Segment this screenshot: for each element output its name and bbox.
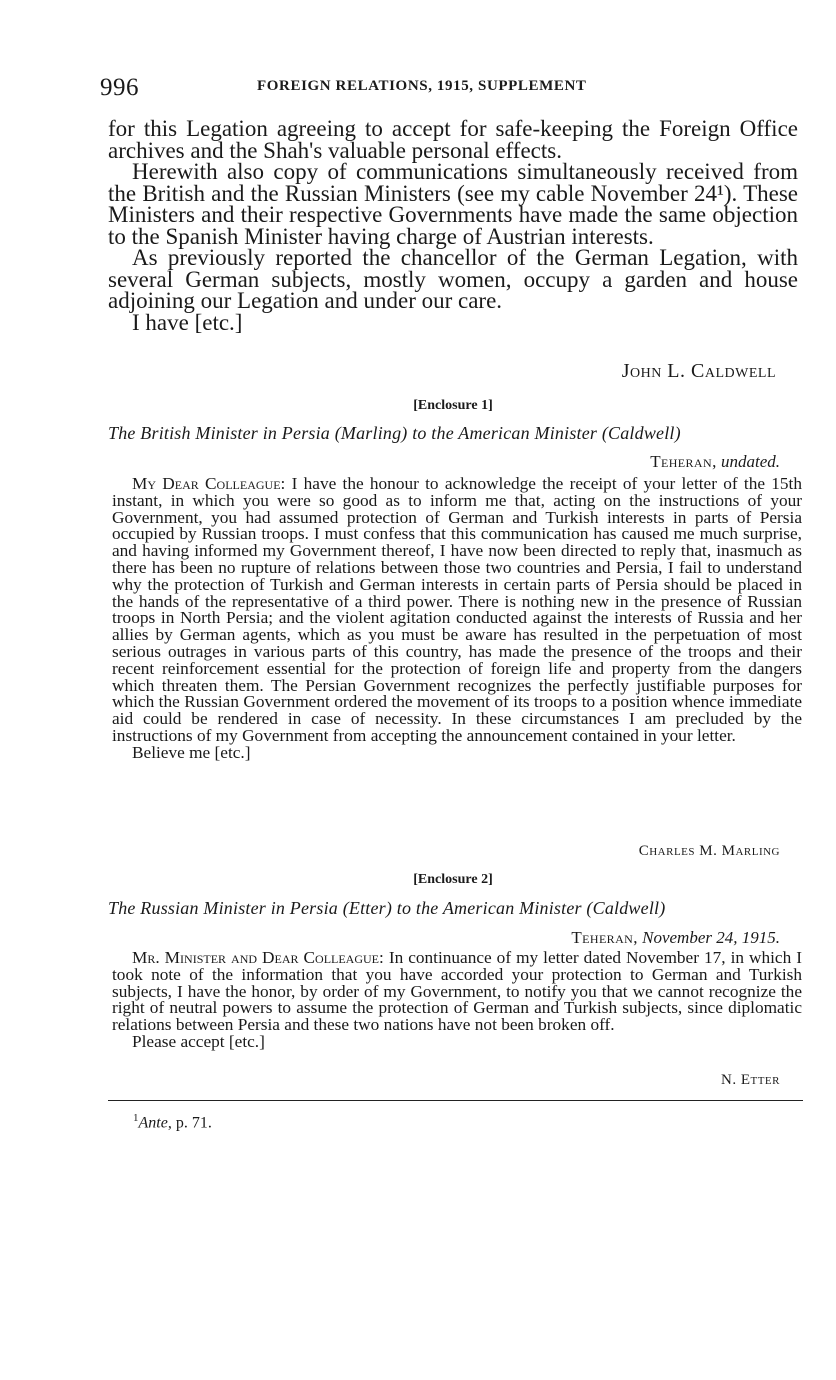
letter-signature: John L. Caldwell (621, 360, 776, 382)
letter-paragraph-1: for this Legation agreeing to accept for safe-keeping the Foreign Office archives and the Shah's valuable personal effects. (108, 116, 798, 163)
enclosure-2-heading: The Russian Minister in Persia (Etter) to the American Minister (Caldwell) (108, 898, 666, 918)
enclosure-1-body (112, 476, 802, 762)
footnote (133, 1112, 212, 1132)
running-head: FOREIGN RELATIONS, 1915, SUPPLEMENT (257, 78, 587, 94)
enclosure-2-text (112, 950, 802, 1034)
enclosure-2-date-value: November 24, 1915. (642, 928, 780, 947)
enclosure-1-signature: Charles M. Marling (638, 843, 780, 859)
letter-paragraph-3: As previously reported the chancellor of the German Legation, with several German subjects, mostly women, occupy a garden and house adjoining our Legation and under our care. (108, 245, 798, 313)
main-letter-body (108, 118, 798, 333)
page-header (100, 74, 700, 108)
enclosure-2-date-place: Teheran, (571, 928, 638, 947)
letter-closing: I have [etc.] (132, 309, 243, 335)
page-number: 996 (100, 74, 139, 101)
enclosure-1-date-value: undated. (720, 452, 780, 471)
enclosure-1-label: [Enclosure 1] (413, 398, 493, 413)
enclosure-1-dateline (650, 452, 780, 472)
footnote-ref-italic: Ante (138, 1114, 168, 1132)
enclosure-2-label: [Enclosure 2] (413, 872, 493, 887)
footnote-divider (108, 1100, 803, 1101)
enclosure-1-heading: The British Minister in Persia (Marling) to the American Minister (Caldwell) (108, 423, 681, 443)
enclosure-2-closing: Please accept [etc.] (132, 1031, 265, 1051)
enclosure-2-body (112, 950, 802, 1051)
enclosure-1-body-text: I have the honour to acknowledge the receipt of your letter of the 15th instant, in which you were so good as to inform me that, acting on the instructions of your Government, you had assumed protection of German and Turkish interests in parts of Persia occupied by Russian troops. I must confess that this communication has caused me much surprise, and having informed my Government thereof, I have now been directed to reply that, inasmuch as there has been no rupture of relations between those two countries and Persia, I fail to understand why the protection of Turkish and German interests in certain parts of Persia should be placed in the hands of the representative of a third power. There is nothing new in the presence of Russian troops in North Persia; and the violent agitation conducted against the interests of Russia and her allies by German agents, which as you must be aware has resulted in the perpetuation of most serious outrages in various parts of this country, has made the presence of the troops and their recent reinforcement essential for the protection of foreign life and property from the dangers which threaten them. The Persian Government recognizes the perfectly justifiable purposes for which the Russian Government ordered the movement of its troops to a position whence immediate aid could be rendered in case of necessity. In these circumstances I am precluded by the instructions of my Government from accepting the announcement contained in your letter. (112, 474, 802, 745)
footnote-marker: 1 (133, 1112, 139, 1124)
enclosure-1-text (112, 476, 802, 745)
enclosure-2-dateline (571, 928, 780, 948)
enclosure-1-date-place: Teheran, (650, 452, 717, 471)
enclosure-2-body-text: In continuance of my letter dated November 17, in which I took note of the information that you have accorded your protection to German and Turkish subjects, I have the honor, by order of my Government, to notify you that we cannot recognize the right of neutral powers to assume the protection of German and Turkish subjects, since diplomatic relations between Persia and these two nations have not been broken off. (112, 948, 802, 1035)
footnote-ref-rest: , p. 71. (167, 1114, 212, 1132)
enclosure-1-salutation: My Dear Colleague: (132, 474, 286, 493)
enclosure-2-salutation: Mr. Minister and Dear Colleague: (132, 948, 384, 967)
letter-paragraph-2: Herewith also copy of communications simultaneously received from the British and the Russian Ministers (see my cable November 24¹). These Ministers and their respective Governments have made the same objection to the Spanish Minister having charge of Austrian interests. (108, 159, 798, 249)
enclosure-1-closing: Believe me [etc.] (132, 742, 251, 762)
enclosure-2-signature: N. Etter (721, 1072, 780, 1088)
